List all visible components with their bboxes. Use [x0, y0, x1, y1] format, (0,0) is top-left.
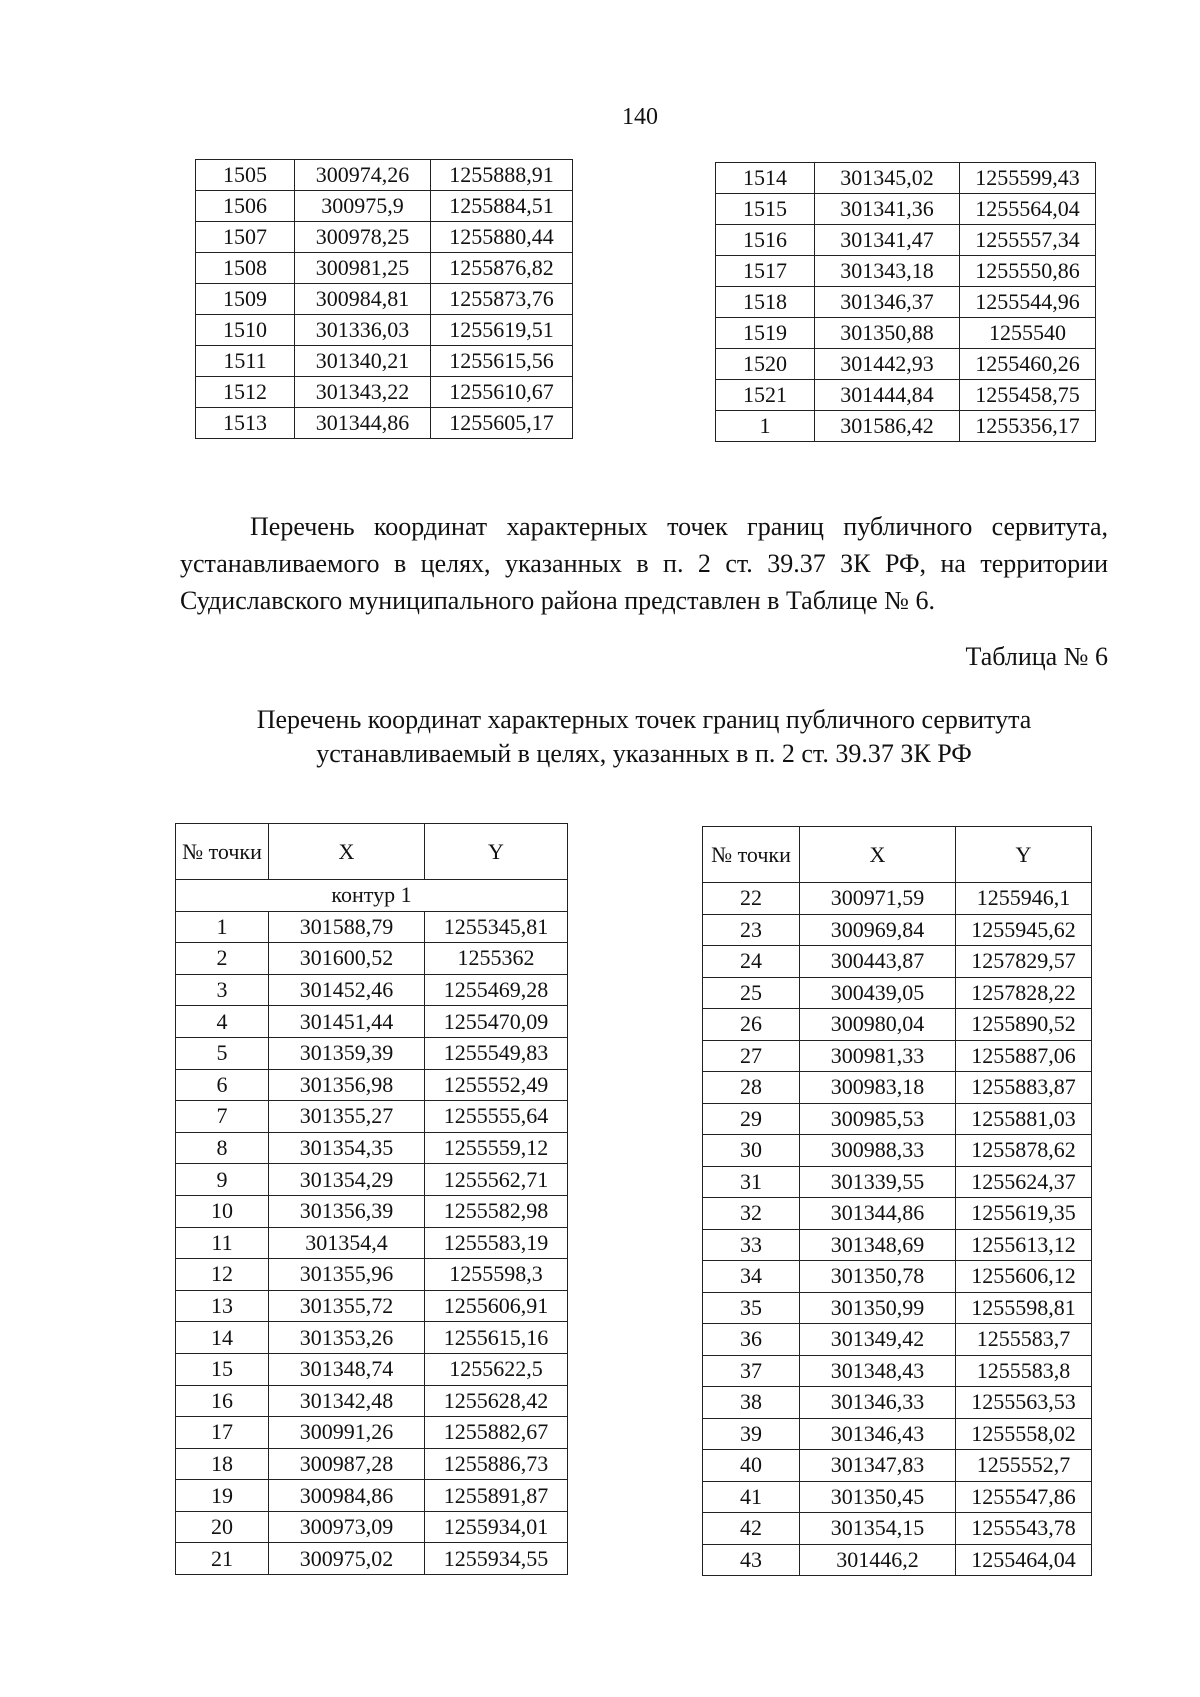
- point-number: 40: [703, 1450, 800, 1482]
- x-coordinate: 300975,02: [269, 1543, 425, 1575]
- table-row: [703, 1481, 1092, 1513]
- x-coordinate: 301346,43: [800, 1418, 956, 1450]
- x-coordinate: 301588,79: [269, 911, 425, 943]
- x-coordinate: 300984,81: [295, 284, 431, 315]
- table-row: [176, 1132, 568, 1164]
- y-coordinate: 1255557,34: [960, 225, 1096, 256]
- x-coordinate: 301444,84: [815, 380, 960, 411]
- coordinates-table-continued-right: [715, 162, 1096, 442]
- x-coordinate: 301344,86: [800, 1198, 956, 1230]
- point-number: 4: [176, 1006, 269, 1038]
- table-row: [196, 284, 573, 315]
- x-coordinate: 301356,39: [269, 1195, 425, 1227]
- y-coordinate: 1255345,81: [425, 911, 568, 943]
- x-coordinate: 301346,37: [815, 287, 960, 318]
- table-header-row: [176, 824, 568, 880]
- table-row: [703, 946, 1092, 978]
- table-row: [176, 1448, 568, 1480]
- table-row: [196, 315, 573, 346]
- y-coordinate: 1255619,51: [431, 315, 573, 346]
- point-number: 23: [703, 914, 800, 946]
- x-coordinate: 301350,45: [800, 1481, 956, 1513]
- point-number: 1507: [196, 222, 295, 253]
- table-row: [703, 1072, 1092, 1104]
- y-coordinate: 1255550,86: [960, 256, 1096, 287]
- point-number: 1510: [196, 315, 295, 346]
- y-coordinate: 1255946,1: [956, 883, 1092, 915]
- y-coordinate: 1255460,26: [960, 349, 1096, 380]
- point-number: 1521: [716, 380, 815, 411]
- table-row: [196, 191, 573, 222]
- table-row: [176, 911, 568, 943]
- point-number: 36: [703, 1324, 800, 1356]
- y-coordinate: 1255555,64: [425, 1101, 568, 1133]
- y-coordinate: 1255552,7: [956, 1450, 1092, 1482]
- point-number: 34: [703, 1261, 800, 1293]
- contour-row: [176, 880, 568, 912]
- x-coordinate: 300971,59: [800, 883, 956, 915]
- table-row: [703, 1513, 1092, 1545]
- table-row: [703, 1103, 1092, 1135]
- table-row: [176, 974, 568, 1006]
- x-coordinate: 301586,42: [815, 411, 960, 442]
- x-coordinate: 301446,2: [800, 1544, 956, 1576]
- point-number: 29: [703, 1103, 800, 1135]
- x-coordinate: 301600,52: [269, 943, 425, 975]
- y-coordinate: 1255891,87: [425, 1480, 568, 1512]
- x-coordinate: 301354,15: [800, 1513, 956, 1545]
- point-number: 12: [176, 1259, 269, 1291]
- table-row: [716, 349, 1096, 380]
- header-x: X: [800, 827, 956, 883]
- x-coordinate: 301348,69: [800, 1229, 956, 1261]
- point-number: 14: [176, 1322, 269, 1354]
- x-coordinate: 301340,21: [295, 346, 431, 377]
- y-coordinate: 1255622,5: [425, 1353, 568, 1385]
- point-number: 39: [703, 1418, 800, 1450]
- y-coordinate: 1255615,16: [425, 1322, 568, 1354]
- y-coordinate: 1255876,82: [431, 253, 573, 284]
- y-coordinate: 1255583,19: [425, 1227, 568, 1259]
- point-number: 1506: [196, 191, 295, 222]
- table-row: [703, 1198, 1092, 1230]
- y-coordinate: 1255934,01: [425, 1511, 568, 1543]
- point-number: 1519: [716, 318, 815, 349]
- x-coordinate: 300983,18: [800, 1072, 956, 1104]
- x-coordinate: 300980,04: [800, 1009, 956, 1041]
- x-coordinate: 300443,87: [800, 946, 956, 978]
- point-number: 1516: [716, 225, 815, 256]
- y-coordinate: 1255886,73: [425, 1448, 568, 1480]
- point-number: 5: [176, 1037, 269, 1069]
- y-coordinate: 1255934,55: [425, 1543, 568, 1575]
- x-coordinate: 300981,25: [295, 253, 431, 284]
- header-x: X: [269, 824, 425, 880]
- table-row: [703, 1292, 1092, 1324]
- table-row: [703, 1544, 1092, 1576]
- y-coordinate: 1255606,12: [956, 1261, 1092, 1293]
- table-row: [703, 1450, 1092, 1482]
- table-row: [716, 318, 1096, 349]
- table-row: [196, 253, 573, 284]
- table-row: [196, 408, 573, 439]
- x-coordinate: 301359,39: [269, 1037, 425, 1069]
- point-number: 2: [176, 943, 269, 975]
- y-coordinate: 1255362: [425, 943, 568, 975]
- point-number: 37: [703, 1355, 800, 1387]
- table-row: [176, 1069, 568, 1101]
- table-row: [196, 377, 573, 408]
- y-coordinate: 1255564,04: [960, 194, 1096, 225]
- x-coordinate: 301350,99: [800, 1292, 956, 1324]
- table-row: [716, 225, 1096, 256]
- x-coordinate: 301348,74: [269, 1353, 425, 1385]
- table-row: [176, 1101, 568, 1133]
- x-coordinate: 300984,86: [269, 1480, 425, 1512]
- point-number: 35: [703, 1292, 800, 1324]
- x-coordinate: 301452,46: [269, 974, 425, 1006]
- y-coordinate: 1255552,49: [425, 1069, 568, 1101]
- x-coordinate: 301345,02: [815, 163, 960, 194]
- point-number: 6: [176, 1069, 269, 1101]
- y-coordinate: 1255945,62: [956, 914, 1092, 946]
- header-point-number: № точки: [703, 827, 800, 883]
- x-coordinate: 301451,44: [269, 1006, 425, 1038]
- x-coordinate: 301347,83: [800, 1450, 956, 1482]
- table-row: [176, 1322, 568, 1354]
- y-coordinate: 1257829,57: [956, 946, 1092, 978]
- y-coordinate: 1255458,75: [960, 380, 1096, 411]
- point-number: 21: [176, 1543, 269, 1575]
- page-number: 140: [622, 104, 658, 130]
- x-coordinate: 301341,36: [815, 194, 960, 225]
- point-number: 10: [176, 1195, 269, 1227]
- point-number: 22: [703, 883, 800, 915]
- table-row: [176, 1511, 568, 1543]
- table-row: [196, 346, 573, 377]
- table-row: [703, 1135, 1092, 1167]
- table-title-line-1: Перечень координат характерных точек границ публичного сервитута: [256, 705, 1032, 734]
- y-coordinate: 1255599,43: [960, 163, 1096, 194]
- y-coordinate: 1255549,83: [425, 1037, 568, 1069]
- table-label: Таблица № 6: [965, 642, 1108, 671]
- point-number: 24: [703, 946, 800, 978]
- y-coordinate: 1255619,35: [956, 1198, 1092, 1230]
- point-number: 26: [703, 1009, 800, 1041]
- x-coordinate: 300981,33: [800, 1040, 956, 1072]
- x-coordinate: 301349,42: [800, 1324, 956, 1356]
- x-coordinate: 301341,47: [815, 225, 960, 256]
- point-number: 41: [703, 1481, 800, 1513]
- point-number: 7: [176, 1101, 269, 1133]
- table-row: [703, 1040, 1092, 1072]
- point-number: 1508: [196, 253, 295, 284]
- y-coordinate: 1255544,96: [960, 287, 1096, 318]
- point-number: 16: [176, 1385, 269, 1417]
- point-number: 1518: [716, 287, 815, 318]
- x-coordinate: 301350,88: [815, 318, 960, 349]
- point-number: 1515: [716, 194, 815, 225]
- x-coordinate: 301354,29: [269, 1164, 425, 1196]
- point-number: 9: [176, 1164, 269, 1196]
- table-row: [716, 380, 1096, 411]
- y-coordinate: 1255624,37: [956, 1166, 1092, 1198]
- table-row: [703, 1229, 1092, 1261]
- table-row: [716, 256, 1096, 287]
- x-coordinate: 300975,9: [295, 191, 431, 222]
- y-coordinate: 1255873,76: [431, 284, 573, 315]
- point-number: 1: [176, 911, 269, 943]
- point-number: 3: [176, 974, 269, 1006]
- point-number: 30: [703, 1135, 800, 1167]
- x-coordinate: 301339,55: [800, 1166, 956, 1198]
- x-coordinate: 300969,84: [800, 914, 956, 946]
- y-coordinate: 1255878,62: [956, 1135, 1092, 1167]
- table-row: [703, 1009, 1092, 1041]
- x-coordinate: 300439,05: [800, 977, 956, 1009]
- y-coordinate: 1255356,17: [960, 411, 1096, 442]
- y-coordinate: 1255563,53: [956, 1387, 1092, 1419]
- point-number: 28: [703, 1072, 800, 1104]
- y-coordinate: 1255598,3: [425, 1259, 568, 1291]
- table-row: [176, 1353, 568, 1385]
- point-number: 1514: [716, 163, 815, 194]
- x-coordinate: 300974,26: [295, 160, 431, 191]
- point-number: 32: [703, 1198, 800, 1230]
- point-number: 25: [703, 977, 800, 1009]
- y-coordinate: 1255615,56: [431, 346, 573, 377]
- point-number: 11: [176, 1227, 269, 1259]
- y-coordinate: 1255598,81: [956, 1292, 1092, 1324]
- y-coordinate: 1255605,17: [431, 408, 573, 439]
- x-coordinate: 301336,03: [295, 315, 431, 346]
- table-row: [176, 1037, 568, 1069]
- table-row: [703, 1324, 1092, 1356]
- y-coordinate: 1255543,78: [956, 1513, 1092, 1545]
- y-coordinate: 1255582,98: [425, 1195, 568, 1227]
- x-coordinate: 301348,43: [800, 1355, 956, 1387]
- y-coordinate: 1257828,22: [956, 977, 1092, 1009]
- table-row: [703, 914, 1092, 946]
- y-coordinate: 1255610,67: [431, 377, 573, 408]
- y-coordinate: 1255881,03: [956, 1103, 1092, 1135]
- y-coordinate: 1255888,91: [431, 160, 573, 191]
- header-point-number: № точки: [176, 824, 269, 880]
- table-row: [703, 1261, 1092, 1293]
- point-number: 1513: [196, 408, 295, 439]
- x-coordinate: 301346,33: [800, 1387, 956, 1419]
- x-coordinate: 300978,25: [295, 222, 431, 253]
- y-coordinate: 1255613,12: [956, 1229, 1092, 1261]
- table-row: [176, 1164, 568, 1196]
- table-row: [176, 1385, 568, 1417]
- table-row: [196, 160, 573, 191]
- point-number: 33: [703, 1229, 800, 1261]
- x-coordinate: 300991,26: [269, 1417, 425, 1449]
- y-coordinate: 1255883,87: [956, 1072, 1092, 1104]
- point-number: 1509: [196, 284, 295, 315]
- point-number: 1511: [196, 346, 295, 377]
- x-coordinate: 301355,72: [269, 1290, 425, 1322]
- table-row: [716, 194, 1096, 225]
- x-coordinate: 301355,96: [269, 1259, 425, 1291]
- point-number: 8: [176, 1132, 269, 1164]
- y-coordinate: 1255887,06: [956, 1040, 1092, 1072]
- point-number: 31: [703, 1166, 800, 1198]
- x-coordinate: 301343,18: [815, 256, 960, 287]
- table-header-row: [703, 827, 1092, 883]
- x-coordinate: 300988,33: [800, 1135, 956, 1167]
- table-row: [703, 1166, 1092, 1198]
- point-number: 1512: [196, 377, 295, 408]
- point-number: 20: [176, 1511, 269, 1543]
- table-row: [176, 1480, 568, 1512]
- x-coordinate: 300973,09: [269, 1511, 425, 1543]
- table-row: [703, 1418, 1092, 1450]
- x-coordinate: 301355,27: [269, 1101, 425, 1133]
- y-coordinate: 1255540: [960, 318, 1096, 349]
- table-title: [180, 703, 1108, 771]
- table-row: [703, 1387, 1092, 1419]
- table-row: [716, 163, 1096, 194]
- point-number: 43: [703, 1544, 800, 1576]
- y-coordinate: 1255559,12: [425, 1132, 568, 1164]
- table-row: [176, 1543, 568, 1575]
- x-coordinate: 301353,26: [269, 1322, 425, 1354]
- table-row: [196, 222, 573, 253]
- point-number: 18: [176, 1448, 269, 1480]
- x-coordinate: 301442,93: [815, 349, 960, 380]
- table-row: [703, 977, 1092, 1009]
- y-coordinate: 1255583,7: [956, 1324, 1092, 1356]
- y-coordinate: 1255583,8: [956, 1355, 1092, 1387]
- y-coordinate: 1255880,44: [431, 222, 573, 253]
- y-coordinate: 1255562,71: [425, 1164, 568, 1196]
- x-coordinate: 301350,78: [800, 1261, 956, 1293]
- x-coordinate: 301342,48: [269, 1385, 425, 1417]
- table-row: [176, 1195, 568, 1227]
- contour-label: контур 1: [176, 880, 568, 912]
- table-row: [176, 1290, 568, 1322]
- point-number: 27: [703, 1040, 800, 1072]
- table6-right: [702, 826, 1092, 1576]
- x-coordinate: 301354,4: [269, 1227, 425, 1259]
- header-y: Y: [425, 824, 568, 880]
- y-coordinate: 1255470,09: [425, 1006, 568, 1038]
- x-coordinate: 301356,98: [269, 1069, 425, 1101]
- intro-paragraph: [180, 508, 1108, 619]
- table-row: [176, 943, 568, 975]
- point-number: 1505: [196, 160, 295, 191]
- table-row: [176, 1417, 568, 1449]
- table-row: [176, 1006, 568, 1038]
- intro-paragraph-text: Перечень координат характерных точек границ публичного сервитута, устанавливаемого в целях, указанных в п. 2 ст. 39.37 ЗК РФ, на территории Судиславского муниципального района представлен в Таблице № 6.: [180, 512, 1108, 615]
- table-row: [703, 883, 1092, 915]
- x-coordinate: 300987,28: [269, 1448, 425, 1480]
- point-number: 1520: [716, 349, 815, 380]
- y-coordinate: 1255547,86: [956, 1481, 1092, 1513]
- x-coordinate: 301354,35: [269, 1132, 425, 1164]
- y-coordinate: 1255882,67: [425, 1417, 568, 1449]
- table-row: [176, 1227, 568, 1259]
- y-coordinate: 1255464,04: [956, 1544, 1092, 1576]
- coordinates-table-continued-left: [195, 159, 573, 439]
- point-number: 15: [176, 1353, 269, 1385]
- header-y: Y: [956, 827, 1092, 883]
- point-number: 17: [176, 1417, 269, 1449]
- point-number: 1: [716, 411, 815, 442]
- table-row: [176, 1259, 568, 1291]
- y-coordinate: 1255890,52: [956, 1009, 1092, 1041]
- y-coordinate: 1255606,91: [425, 1290, 568, 1322]
- x-coordinate: 301343,22: [295, 377, 431, 408]
- table-row: [703, 1355, 1092, 1387]
- y-coordinate: 1255558,02: [956, 1418, 1092, 1450]
- point-number: 13: [176, 1290, 269, 1322]
- point-number: 1517: [716, 256, 815, 287]
- y-coordinate: 1255469,28: [425, 974, 568, 1006]
- point-number: 38: [703, 1387, 800, 1419]
- point-number: 42: [703, 1513, 800, 1545]
- x-coordinate: 301344,86: [295, 408, 431, 439]
- y-coordinate: 1255628,42: [425, 1385, 568, 1417]
- table-title-line-2: устанавливаемый в целях, указанных в п. 2 ст. 39.37 ЗК РФ: [316, 739, 972, 768]
- x-coordinate: 300985,53: [800, 1103, 956, 1135]
- y-coordinate: 1255884,51: [431, 191, 573, 222]
- table-row: [716, 411, 1096, 442]
- table6-left: [175, 823, 568, 1575]
- table-row: [716, 287, 1096, 318]
- point-number: 19: [176, 1480, 269, 1512]
